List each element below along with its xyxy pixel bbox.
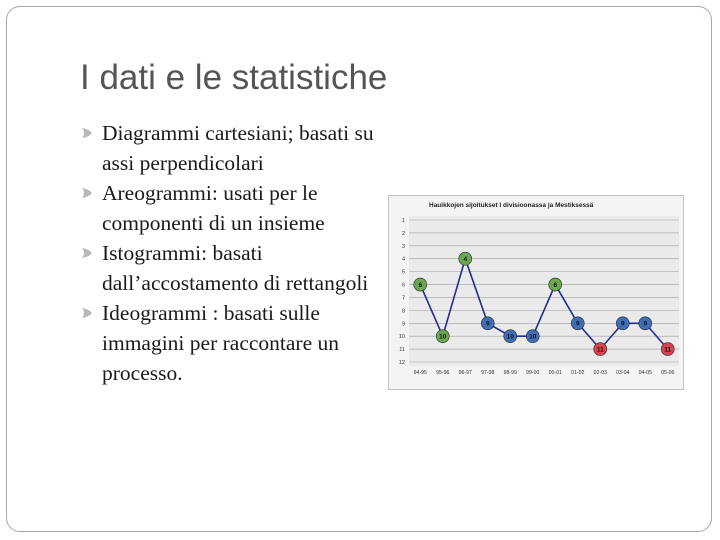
data-label: 6 [418,281,423,289]
y-tick-label: 11 [399,347,405,354]
x-tick-label: 98-99 [503,370,517,376]
chart-canvas [389,196,683,389]
x-tick-label: 03-04 [616,370,630,376]
x-tick-label: 02-03 [593,370,607,376]
x-tick-label: 05-06 [661,370,675,376]
x-tick-label: 99-00 [526,370,540,376]
x-tick-label: 95-96 [436,370,450,376]
y-tick-label: 8 [401,308,405,315]
slide-title: I dati e le statistiche [80,58,388,97]
bullet-item [80,118,380,178]
bullet-text: Istogrammi: basati dall’accostamento di rettangoli [102,241,369,295]
y-tick-label: 6 [401,282,405,289]
data-label: 9 [575,320,580,328]
bullet-list [80,118,380,388]
y-tick-label: 12 [398,360,405,366]
bullet-item [80,178,380,238]
chart-title: Hauikkojen sijoitukset I divisioonassa ja Mestiksessä [429,202,594,209]
x-tick-label: 97-98 [481,370,495,376]
x-tick-label: 00-01 [548,370,562,376]
bullet-arrow-icon [80,306,94,320]
plot-area [409,216,679,366]
y-tick-label: 1 [401,218,405,224]
data-label: 6 [553,281,558,289]
x-tick-label: 04-05 [638,370,652,376]
bullet-arrow-icon [80,186,94,200]
bullet-text: Ideogrammi : basati sulle immagini per raccontare un processo. [102,301,339,385]
bullet-text: Areogrammi: usati per le componenti di un insieme [102,181,325,235]
bullet-item [80,238,380,298]
y-tick-label: 7 [401,295,405,302]
data-label: 10 [439,333,447,341]
data-label: 9 [485,320,490,328]
y-tick-label: 2 [401,230,405,237]
bullet-arrow-icon [80,126,94,140]
data-label: 11 [664,346,672,354]
y-tick-label: 5 [401,269,405,276]
data-label: 9 [643,320,648,328]
x-tick-label: 96-97 [458,370,472,376]
bullet-item [80,298,380,388]
data-label: 9 [620,320,625,328]
data-label: 11 [596,346,604,354]
rankings-chart [388,195,684,390]
bullet-text: Diagrammi cartesiani; basati su assi perpendicolari [102,121,374,175]
y-tick-label: 10 [398,334,405,341]
data-label: 4 [463,256,468,264]
data-label: 10 [529,333,537,341]
y-tick-label: 3 [401,243,405,250]
y-tick-label: 9 [401,321,405,328]
data-label: 10 [506,333,514,341]
x-tick-label: 94-95 [413,370,427,376]
x-tick-label: 01-02 [571,370,585,376]
bullet-arrow-icon [80,246,94,260]
y-tick-label: 4 [401,256,405,263]
